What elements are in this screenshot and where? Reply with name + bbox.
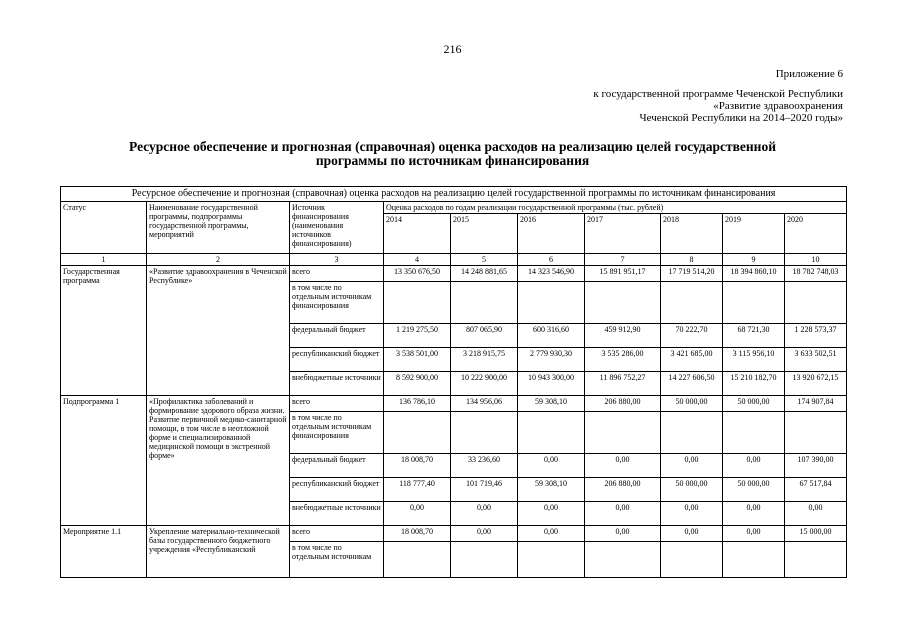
year-header: 2019 xyxy=(723,214,785,254)
value-cell: 14 227 606,50 xyxy=(661,372,723,396)
value-cell: 0,00 xyxy=(585,502,661,526)
year-header: 2014 xyxy=(384,214,451,254)
value-cell: 59 308,10 xyxy=(518,396,585,412)
value-cell xyxy=(384,542,451,578)
status-cell: Подпрограмма 1 xyxy=(61,396,147,526)
source-cell: в том числе по отдельным источникам финансирования xyxy=(290,282,384,324)
status-cell: Государственная программа xyxy=(61,266,147,396)
value-cell: 70 222,70 xyxy=(661,324,723,348)
appendix-line-3: Чеченской Республики на 2014–2020 годы» xyxy=(639,112,843,124)
source-cell: внебюджетные источники xyxy=(290,372,384,396)
value-cell xyxy=(518,542,585,578)
header-source: Источник финансирования (наименования источников финансирования) xyxy=(290,202,384,254)
appendix-label: Приложение 6 xyxy=(775,68,843,80)
document-title xyxy=(60,140,845,168)
value-cell xyxy=(585,542,661,578)
title-line-2: программы по источникам финансирования xyxy=(315,153,590,168)
source-cell: всего xyxy=(290,266,384,282)
value-cell: 59 308,10 xyxy=(518,478,585,502)
value-cell xyxy=(723,412,785,454)
year-header: 2017 xyxy=(585,214,661,254)
source-cell: в том числе по отдельным источникам финансирования xyxy=(290,412,384,454)
program-name-cell: «Развитие здравоохранения в Чеченской Республике» xyxy=(147,266,290,396)
value-cell xyxy=(661,282,723,324)
value-cell: 0,00 xyxy=(451,502,518,526)
program-name-cell: Укрепление материально-технической базы государственного бюджетного учреждения «Республиканский xyxy=(147,526,290,578)
year-header: 2020 xyxy=(785,214,847,254)
value-cell: 0,00 xyxy=(723,454,785,478)
value-cell: 0,00 xyxy=(661,502,723,526)
value-cell: 206 880,00 xyxy=(585,396,661,412)
value-cell: 3 421 685,00 xyxy=(661,348,723,372)
title-line-1: Ресурсное обеспечение и прогнозная (справочная) оценка расходов на реализацию целей государственной xyxy=(129,139,776,154)
column-number: 4 xyxy=(384,254,451,266)
value-cell xyxy=(585,282,661,324)
value-cell: 107 390,00 xyxy=(785,454,847,478)
column-number: 6 xyxy=(518,254,585,266)
value-cell: 0,00 xyxy=(585,526,661,542)
header-name: Наименование государственной программы, подпрограммы государственной программы, мероприятий xyxy=(147,202,290,254)
source-cell: республиканский бюджет xyxy=(290,478,384,502)
value-cell: 17 719 514,20 xyxy=(661,266,723,282)
value-cell xyxy=(723,542,785,578)
table-caption: Ресурсное обеспечение и прогнозная (справочная) оценка расходов на реализацию целей государственной программы по источникам финансирования xyxy=(61,187,847,202)
value-cell xyxy=(785,282,847,324)
value-cell: 3 115 956,10 xyxy=(723,348,785,372)
source-cell: федеральный бюджет xyxy=(290,324,384,348)
value-cell: 3 218 915,75 xyxy=(451,348,518,372)
value-cell: 600 316,60 xyxy=(518,324,585,348)
value-cell: 0,00 xyxy=(785,502,847,526)
year-header: 2018 xyxy=(661,214,723,254)
source-cell: в том числе по отдельным источникам xyxy=(290,542,384,578)
value-cell: 14 323 546,90 xyxy=(518,266,585,282)
table-row xyxy=(61,526,847,542)
value-cell: 206 880,00 xyxy=(585,478,661,502)
value-cell xyxy=(785,412,847,454)
value-cell: 15 891 951,17 xyxy=(585,266,661,282)
value-cell: 0,00 xyxy=(723,526,785,542)
value-cell: 0,00 xyxy=(661,454,723,478)
value-cell xyxy=(451,282,518,324)
table-row xyxy=(61,266,847,282)
value-cell: 0,00 xyxy=(451,526,518,542)
source-cell: федеральный бюджет xyxy=(290,454,384,478)
year-header: 2015 xyxy=(451,214,518,254)
value-cell: 10 943 300,00 xyxy=(518,372,585,396)
column-number: 10 xyxy=(785,254,847,266)
column-number: 7 xyxy=(585,254,661,266)
value-cell xyxy=(585,412,661,454)
value-cell: 50 000,00 xyxy=(723,396,785,412)
page-number: 216 xyxy=(443,42,462,56)
source-cell: всего xyxy=(290,396,384,412)
value-cell: 33 236,60 xyxy=(451,454,518,478)
value-cell: 50 000,00 xyxy=(723,478,785,502)
value-cell: 0,00 xyxy=(723,502,785,526)
header-status: Статус xyxy=(61,202,147,254)
value-cell: 18 008,70 xyxy=(384,454,451,478)
value-cell: 136 786,10 xyxy=(384,396,451,412)
value-cell: 3 535 286,00 xyxy=(585,348,661,372)
value-cell: 68 721,30 xyxy=(723,324,785,348)
value-cell: 11 896 752,27 xyxy=(585,372,661,396)
value-cell xyxy=(661,542,723,578)
value-cell: 1 228 573,37 xyxy=(785,324,847,348)
value-cell xyxy=(518,282,585,324)
value-cell: 3 633 502,51 xyxy=(785,348,847,372)
financing-table xyxy=(60,186,847,578)
value-cell: 18 008,70 xyxy=(384,526,451,542)
column-number: 9 xyxy=(723,254,785,266)
column-number: 1 xyxy=(61,254,147,266)
column-number: 5 xyxy=(451,254,518,266)
value-cell: 2 779 930,30 xyxy=(518,348,585,372)
source-cell: всего xyxy=(290,526,384,542)
appendix-note xyxy=(593,88,843,124)
column-number: 2 xyxy=(147,254,290,266)
value-cell xyxy=(451,542,518,578)
value-cell xyxy=(384,412,451,454)
program-name-cell: «Профилактика заболеваний и формирование здорового образа жизни. Развитие первичной медико-санитарной помощи, в том числе в неотложной форме и специализированной медицинской помощи в экстренной форме» xyxy=(147,396,290,526)
value-cell: 118 777,40 xyxy=(384,478,451,502)
value-cell: 0,00 xyxy=(518,502,585,526)
table-row xyxy=(61,396,847,412)
value-cell: 0,00 xyxy=(661,526,723,542)
value-cell: 10 222 900,00 xyxy=(451,372,518,396)
appendix-line-2: «Развитие здравоохранения xyxy=(713,100,843,112)
value-cell: 0,00 xyxy=(585,454,661,478)
value-cell: 18 394 860,10 xyxy=(723,266,785,282)
value-cell xyxy=(785,542,847,578)
value-cell: 50 000,00 xyxy=(661,396,723,412)
value-cell: 101 719,46 xyxy=(451,478,518,502)
value-cell: 8 592 900,00 xyxy=(384,372,451,396)
value-cell xyxy=(518,412,585,454)
status-cell: Мероприятие 1.1 xyxy=(61,526,147,578)
value-cell: 3 538 501,00 xyxy=(384,348,451,372)
column-number: 3 xyxy=(290,254,384,266)
value-cell xyxy=(661,412,723,454)
value-cell: 1 219 275,50 xyxy=(384,324,451,348)
value-cell: 50 000,00 xyxy=(661,478,723,502)
value-cell: 0,00 xyxy=(384,502,451,526)
value-cell: 67 517,84 xyxy=(785,478,847,502)
value-cell: 13 350 676,50 xyxy=(384,266,451,282)
value-cell: 807 065,90 xyxy=(451,324,518,348)
column-number: 8 xyxy=(661,254,723,266)
header-estimate: Оценка расходов по годам реализации государственной программы (тыс. рублей) xyxy=(384,202,847,214)
value-cell: 174 907,84 xyxy=(785,396,847,412)
value-cell: 13 920 672,15 xyxy=(785,372,847,396)
value-cell: 0,00 xyxy=(518,454,585,478)
value-cell: 134 956,06 xyxy=(451,396,518,412)
value-cell: 15 000,00 xyxy=(785,526,847,542)
value-cell: 0,00 xyxy=(518,526,585,542)
value-cell xyxy=(451,412,518,454)
value-cell: 15 210 182,70 xyxy=(723,372,785,396)
value-cell xyxy=(384,282,451,324)
value-cell: 459 912,90 xyxy=(585,324,661,348)
value-cell xyxy=(723,282,785,324)
appendix-line-1: к государственной программе Чеченской Республики xyxy=(593,88,843,100)
value-cell: 14 248 881,65 xyxy=(451,266,518,282)
value-cell: 18 782 748,03 xyxy=(785,266,847,282)
source-cell: внебюджетные источники xyxy=(290,502,384,526)
source-cell: республиканский бюджет xyxy=(290,348,384,372)
year-header: 2016 xyxy=(518,214,585,254)
